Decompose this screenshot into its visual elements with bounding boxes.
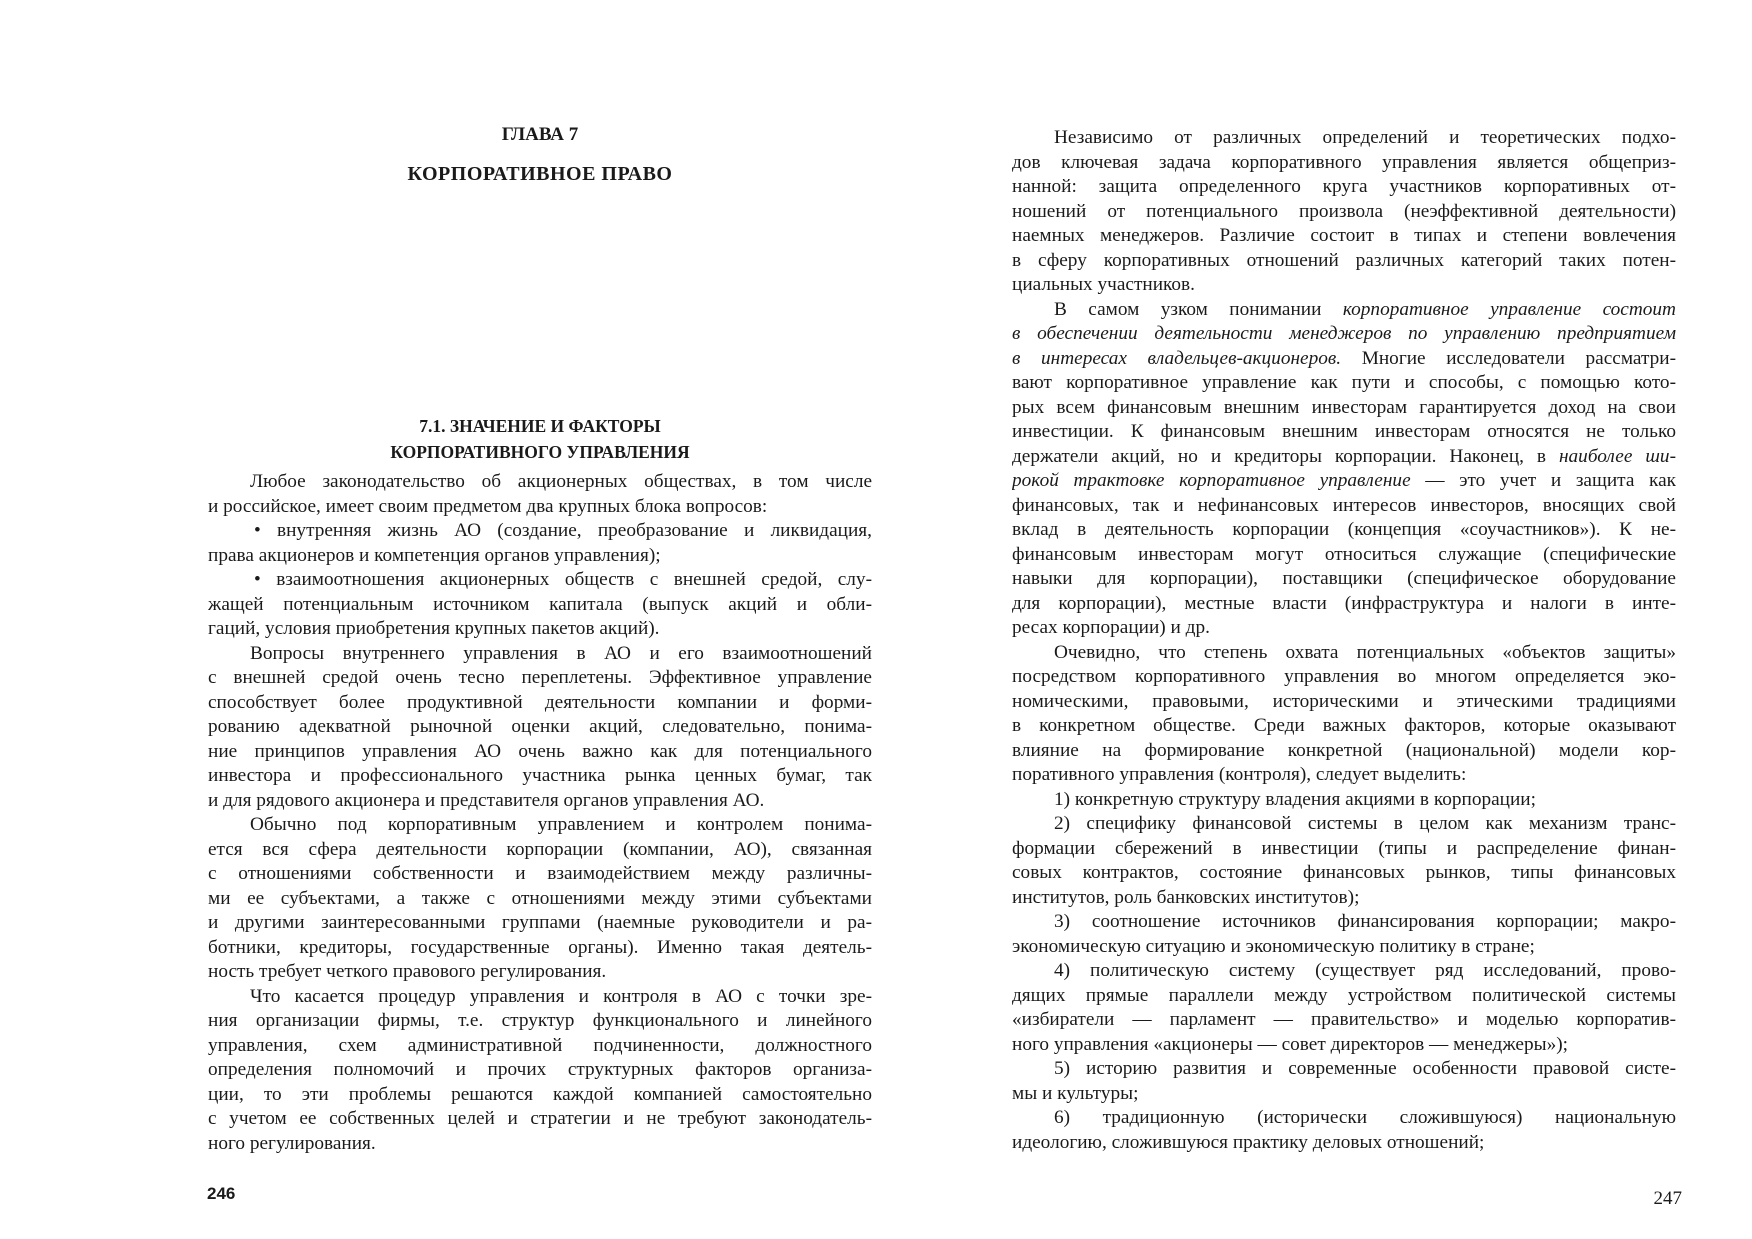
emphasis-text: корпоративное управление состоит [1342, 298, 1676, 320]
list-item-line: 5) историю развития и современные особенности правовой систе- [1054, 1058, 1676, 1079]
text-line: Любое законодательство об акционерных обществах, в том числе [250, 471, 872, 492]
text-line: номическими, правовыми, историческими и этическими традициями [1012, 690, 1676, 712]
text-line: управления, схем административной подчиненности, должностного [208, 1034, 872, 1056]
text-line: «избиратели — парламент — правительство» и моделью корпоратив- [1012, 1009, 1676, 1030]
text-line: и другими заинтересованными группами (наемные руководители и ра- [208, 912, 872, 933]
text-line: способствует более продуктивной деятельности компании и форми- [208, 691, 872, 713]
bullet-line: • внутренняя жизнь АО (создание, преобразование и ликвидация, [254, 520, 872, 541]
text-line: поративного управления (контроля), следует выделить: [1012, 764, 1467, 785]
text-segment: Многие исследователи рассматри- [1361, 347, 1676, 369]
chapter-title: КОРПОРАТИВНОЕ ПРАВО [407, 163, 673, 185]
text-line: ния организации фирмы, т.е. структур функционального и линейного [208, 1010, 872, 1031]
emphasis-text: в интересах владельцев-акционеров. [1012, 347, 1342, 369]
right-page [876, 0, 1752, 1239]
text-line: и для рядового акционера и представителя органов управления АО. [208, 789, 765, 811]
chapter-label: ГЛАВА 7 [501, 124, 579, 145]
text-line: циальных участников. [1012, 274, 1195, 295]
list-item-line: 4) политическую систему (существует ряд исследований, прово- [1054, 960, 1676, 981]
text-line: Независимо от различных определений и теоретических подхо- [1054, 127, 1676, 148]
text-line [1012, 469, 1676, 494]
text-line: в сферу корпоративных отношений различных категорий таких потен- [1012, 249, 1676, 271]
page-number-right: 247 [1653, 1188, 1682, 1209]
text-line: жащей потенциальным источником капитала (выпуск акций и обли- [208, 593, 872, 615]
text-line: наемных менеджеров. Различие состоит в типах и степени вовлечения [1012, 225, 1676, 246]
text-line: вают корпоративное управление как пути и способы, с помощью кото- [1012, 372, 1676, 393]
text-line: навыки для корпорации), поставщики (специфическое оборудование [1012, 568, 1676, 589]
text-line: Вопросы внутреннего управления в АО и его взаимоотношений [250, 642, 872, 664]
left-body-text [208, 470, 872, 1156]
text-line: вклад в деятельность корпорации (концепция «соучастников»). К не- [1012, 519, 1676, 540]
list-item-line: 3) соотношение источников финансирования корпорации; макро- [1054, 911, 1676, 932]
text-segment: держатели акций, но и кредиторы корпорации. Наконец, в [1012, 445, 1547, 467]
text-line: финансовых, так и нефинансовых интересов инвесторов, вносящих свой [1012, 494, 1676, 516]
text-line: Очевидно, что степень охвата потенциальных «объектов защиты» [1054, 641, 1676, 663]
page-number-left: 246 [207, 1184, 236, 1203]
text-line: с внешней средой очень тесно переплетены. Эффективное управление [208, 667, 872, 688]
text-line: с отношениями собственности и взаимодействием между различны- [208, 863, 872, 884]
text-line: в конкретном обществе. Среди важных факторов, которые оказывают [1012, 715, 1676, 736]
text-segment: В самом узком понимании [1054, 298, 1322, 320]
text-line: экономическую ситуацию и экономическую политику в стране; [1012, 935, 1535, 957]
text-line: гаций, условия приобретения крупных пакетов акций). [208, 618, 660, 639]
right-body-text [1012, 126, 1676, 1155]
text-line: инвестора и профессионального участника рынка ценных бумаг, так [208, 765, 872, 786]
section-title [210, 413, 870, 465]
list-item-line: 6) традиционную (исторически сложившуюся) национальную [1054, 1107, 1676, 1128]
text-line [1012, 347, 1676, 372]
text-line: формации сбережений в инвестиции (типы и распределение финан- [1012, 837, 1676, 859]
text-line: ботники, кредиторы, государственные органы). Именно такая деятель- [208, 936, 872, 958]
text-line: и российское, имеет своим предметом два крупных блока вопросов: [208, 495, 768, 517]
text-line: ми ее субъектами, а также с отношениями между этими субъектами [208, 887, 872, 909]
text-segment: — это учет и защита как [1425, 470, 1676, 491]
text-line: нанной: защита определенного круга участников корпоративных от- [1012, 176, 1676, 197]
emphasis-line: в обеспечении деятельности менеджеров по управлению предприятием [1012, 323, 1676, 344]
text-line: финансовым инвесторам могут относиться служащие (специфические [1012, 543, 1676, 565]
text-line: рых всем финансовым внешним инвесторам гарантируется доход на свои [1012, 396, 1676, 418]
text-line: дящих прямые параллели между устройством политической системы [1012, 984, 1676, 1006]
text-line: институтов, роль банковских институтов); [1012, 886, 1360, 908]
text-line: ношений от потенциального произвола (неэффективной деятельности) [1012, 200, 1676, 222]
text-line: ресах корпорации) и др. [1012, 617, 1210, 638]
text-line [1012, 298, 1676, 323]
text-line: определения полномочий и прочих структурных факторов организа- [208, 1059, 872, 1080]
list-item-line: 1) конкретную структуру владения акциями в корпорации; [1054, 788, 1536, 810]
text-line: права акционеров и компетенция органов управления); [208, 544, 661, 566]
text-line: для корпорации), местные власти (инфраструктура и налоги в инте- [1012, 592, 1676, 614]
text-line: ции, то эти проблемы решаются каждой компанией самостоятельно [208, 1083, 872, 1105]
section-title-line-1: 7.1. ЗНАЧЕНИЕ И ФАКТОРЫ [419, 416, 661, 436]
text-line: ность требует четкого правового регулирования. [208, 961, 607, 982]
text-line: ется вся сфера деятельности корпорации (компании, АО), связанная [208, 838, 872, 860]
text-line: дов ключевая задача корпоративного управления является общеприз- [1012, 151, 1676, 173]
text-line: с учетом ее собственных целей и стратегии и не требуют законодатель- [208, 1108, 872, 1129]
text-line: Что касается процедур управления и контроля в АО с точки зре- [250, 985, 872, 1007]
text-line: рованию адекватной рыночной оценки акций, следовательно, понима- [208, 716, 872, 737]
text-line [1012, 445, 1676, 470]
list-item-line: 2) специфику финансовой системы в целом как механизм транс- [1054, 813, 1676, 834]
text-line: совых контрактов, состояние финансовых рынков, типы финансовых [1012, 862, 1676, 883]
text-line: идеологию, сложившуюся практику деловых отношений; [1012, 1131, 1485, 1153]
text-line: мы и культуры; [1012, 1082, 1139, 1104]
text-line: инвестиции. К финансовым внешним инвесторам относятся не только [1012, 421, 1676, 442]
text-line: ние принципов управления АО очень важно как для потенциального [208, 740, 872, 762]
text-line: ного управления «акционеры — совет директоров — менеджеры»); [1012, 1033, 1568, 1055]
text-line: ного регулирования. [208, 1132, 376, 1154]
emphasis-text: рокой трактовке корпоративное управление [1012, 470, 1411, 491]
text-line: Обычно под корпоративным управлением и контролем понима- [250, 814, 872, 835]
emphasis-text: наиболее ши- [1558, 445, 1676, 467]
bullet-line: • взаимоотношения акционерных обществ с внешней средой, слу- [254, 569, 872, 590]
text-line: влияние на формирование конкретной (национальной) модели кор- [1012, 739, 1676, 761]
section-title-line-2: КОРПОРАТИВНОГО УПРАВЛЕНИЯ [390, 442, 690, 462]
text-line: посредством корпоративного управления во многом определяется эко- [1012, 666, 1676, 687]
